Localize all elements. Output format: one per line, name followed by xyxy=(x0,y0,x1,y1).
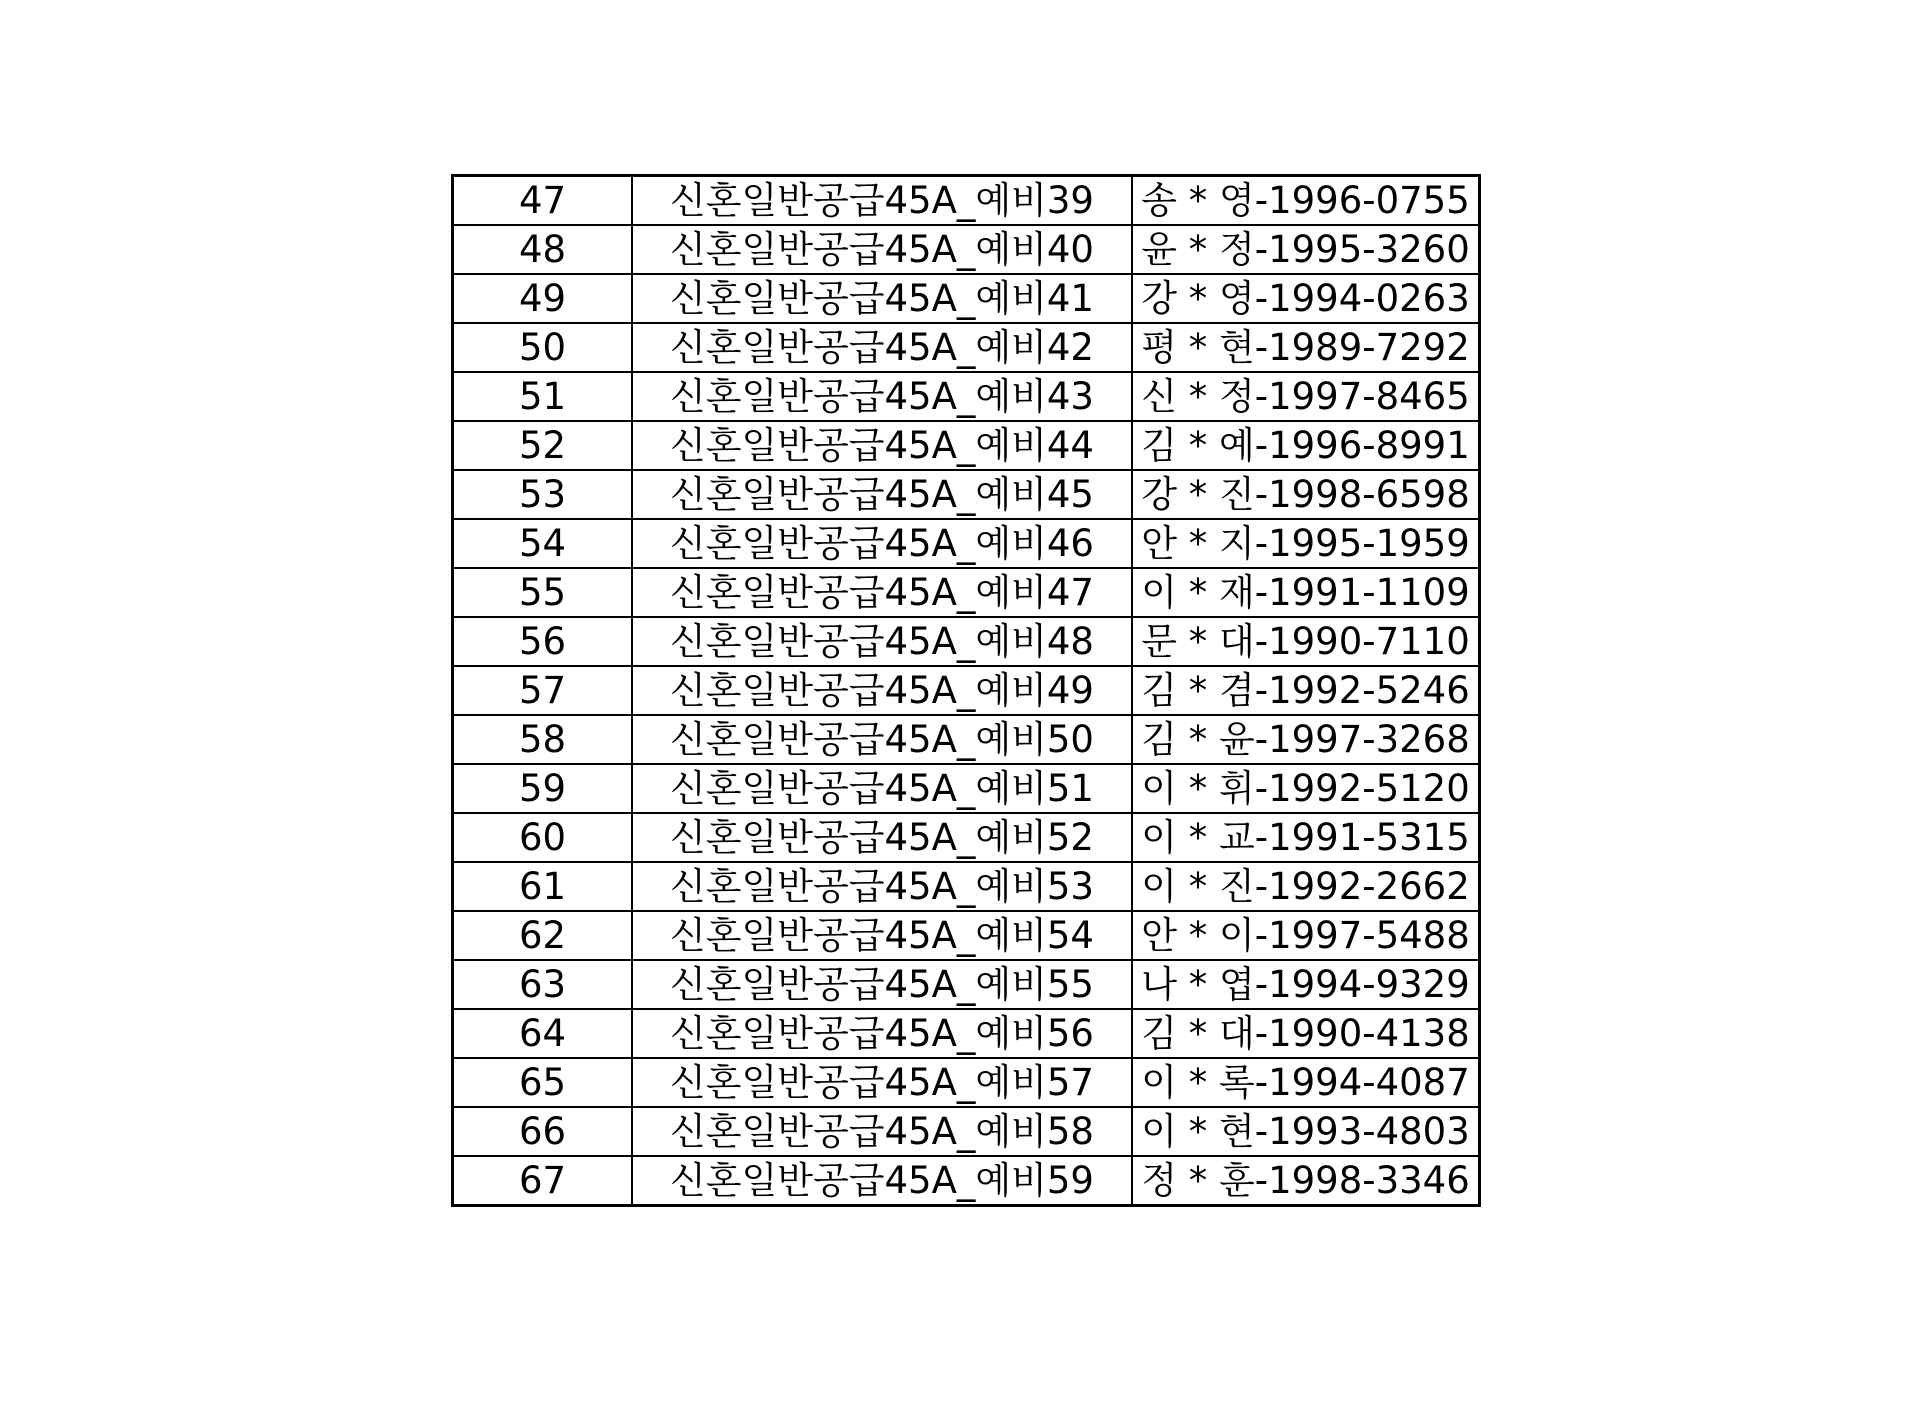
row-number-cell: 55 xyxy=(453,568,633,617)
applicant-cell: 안 * 지-1995-1959 xyxy=(1132,519,1480,568)
supply-category-cell: 신혼일반공급45A_예비44 xyxy=(632,421,1132,470)
row-number-cell: 64 xyxy=(453,1009,633,1058)
supply-category-cell: 신혼일반공급45A_예비39 xyxy=(632,176,1132,226)
supply-category-cell: 신혼일반공급45A_예비41 xyxy=(632,274,1132,323)
table-row xyxy=(453,1107,1480,1156)
table-row xyxy=(453,470,1480,519)
supply-category-cell: 신혼일반공급45A_예비54 xyxy=(632,911,1132,960)
applicant-cell: 안 * 이-1997-5488 xyxy=(1132,911,1480,960)
applicant-cell: 평 * 현-1989-7292 xyxy=(1132,323,1480,372)
applicant-cell: 신 * 정-1997-8465 xyxy=(1132,372,1480,421)
row-number-cell: 50 xyxy=(453,323,633,372)
applicant-cell: 김 * 대-1990-4138 xyxy=(1132,1009,1480,1058)
row-number-cell: 54 xyxy=(453,519,633,568)
applicant-cell: 김 * 예-1996-8991 xyxy=(1132,421,1480,470)
applicant-cell: 정 * 훈-1998-3346 xyxy=(1132,1156,1480,1206)
table-row xyxy=(453,1058,1480,1107)
table-row xyxy=(453,666,1480,715)
table-row xyxy=(453,911,1480,960)
row-number-cell: 51 xyxy=(453,372,633,421)
supply-category-cell: 신혼일반공급45A_예비53 xyxy=(632,862,1132,911)
row-number-cell: 66 xyxy=(453,1107,633,1156)
supply-category-cell: 신혼일반공급45A_예비49 xyxy=(632,666,1132,715)
row-number-cell: 61 xyxy=(453,862,633,911)
table-row xyxy=(453,617,1480,666)
table-row xyxy=(453,862,1480,911)
supply-category-cell: 신혼일반공급45A_예비47 xyxy=(632,568,1132,617)
supply-category-cell: 신혼일반공급45A_예비42 xyxy=(632,323,1132,372)
applicant-cell: 나 * 엽-1994-9329 xyxy=(1132,960,1480,1009)
table-body xyxy=(453,176,1480,1206)
supply-category-cell: 신혼일반공급45A_예비55 xyxy=(632,960,1132,1009)
supply-category-cell: 신혼일반공급45A_예비58 xyxy=(632,1107,1132,1156)
applicant-cell: 윤 * 정-1995-3260 xyxy=(1132,225,1480,274)
row-number-cell: 59 xyxy=(453,764,633,813)
row-number-cell: 48 xyxy=(453,225,633,274)
table-row xyxy=(453,176,1480,226)
applicant-cell: 이 * 휘-1992-5120 xyxy=(1132,764,1480,813)
table-row xyxy=(453,813,1480,862)
applicant-cell: 이 * 록-1994-4087 xyxy=(1132,1058,1480,1107)
supply-category-cell: 신혼일반공급45A_예비43 xyxy=(632,372,1132,421)
table-row xyxy=(453,274,1480,323)
table-row xyxy=(453,1156,1480,1206)
supply-category-cell: 신혼일반공급45A_예비46 xyxy=(632,519,1132,568)
supply-category-cell: 신혼일반공급45A_예비51 xyxy=(632,764,1132,813)
row-number-cell: 57 xyxy=(453,666,633,715)
row-number-cell: 60 xyxy=(453,813,633,862)
row-number-cell: 49 xyxy=(453,274,633,323)
table-row xyxy=(453,225,1480,274)
applicant-cell: 김 * 겸-1992-5246 xyxy=(1132,666,1480,715)
supply-category-cell: 신혼일반공급45A_예비59 xyxy=(632,1156,1132,1206)
row-number-cell: 67 xyxy=(453,1156,633,1206)
row-number-cell: 58 xyxy=(453,715,633,764)
supply-category-cell: 신혼일반공급45A_예비57 xyxy=(632,1058,1132,1107)
supply-category-cell: 신혼일반공급45A_예비40 xyxy=(632,225,1132,274)
supply-category-cell: 신혼일반공급45A_예비56 xyxy=(632,1009,1132,1058)
applicant-table xyxy=(451,174,1481,1207)
applicant-cell: 이 * 교-1991-5315 xyxy=(1132,813,1480,862)
row-number-cell: 47 xyxy=(453,176,633,226)
table-row xyxy=(453,372,1480,421)
row-number-cell: 65 xyxy=(453,1058,633,1107)
table-row xyxy=(453,421,1480,470)
applicant-cell: 강 * 영-1994-0263 xyxy=(1132,274,1480,323)
supply-category-cell: 신혼일반공급45A_예비52 xyxy=(632,813,1132,862)
table-row xyxy=(453,568,1480,617)
supply-category-cell: 신혼일반공급45A_예비48 xyxy=(632,617,1132,666)
row-number-cell: 52 xyxy=(453,421,633,470)
table-row xyxy=(453,519,1480,568)
applicant-cell: 이 * 현-1993-4803 xyxy=(1132,1107,1480,1156)
applicant-cell: 이 * 재-1991-1109 xyxy=(1132,568,1480,617)
applicant-cell: 송 * 영-1996-0755 xyxy=(1132,176,1480,226)
table-row xyxy=(453,323,1480,372)
applicant-cell: 강 * 진-1998-6598 xyxy=(1132,470,1480,519)
row-number-cell: 53 xyxy=(453,470,633,519)
row-number-cell: 62 xyxy=(453,911,633,960)
table-row xyxy=(453,715,1480,764)
supply-category-cell: 신혼일반공급45A_예비50 xyxy=(632,715,1132,764)
row-number-cell: 56 xyxy=(453,617,633,666)
applicant-cell: 김 * 윤-1997-3268 xyxy=(1132,715,1480,764)
applicant-cell: 이 * 진-1992-2662 xyxy=(1132,862,1480,911)
table-row xyxy=(453,764,1480,813)
table-row xyxy=(453,1009,1480,1058)
applicant-cell: 문 * 대-1990-7110 xyxy=(1132,617,1480,666)
row-number-cell: 63 xyxy=(453,960,633,1009)
table-row xyxy=(453,960,1480,1009)
supply-category-cell: 신혼일반공급45A_예비45 xyxy=(632,470,1132,519)
